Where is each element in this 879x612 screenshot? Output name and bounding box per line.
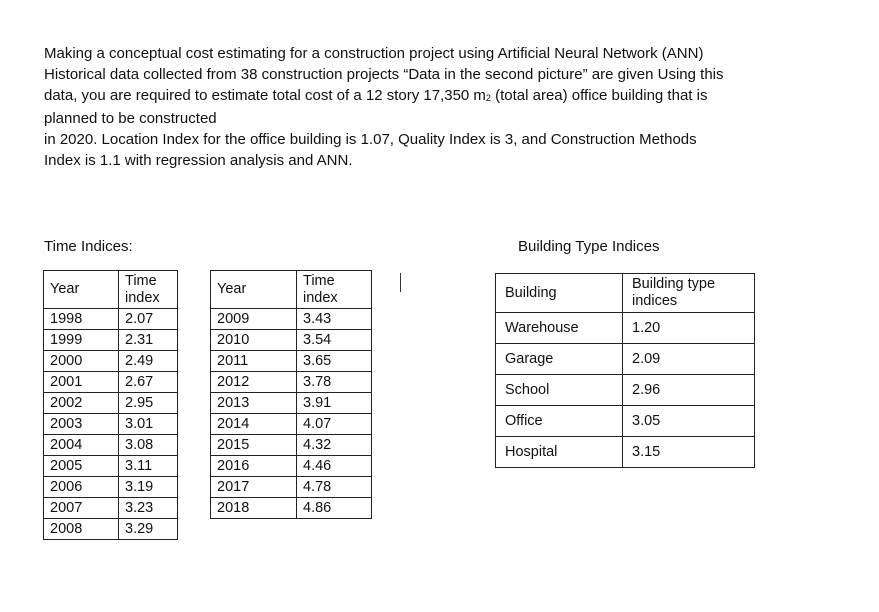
cell-index: 3.91	[297, 393, 372, 414]
table-row	[211, 435, 372, 456]
cell-index: 3.23	[119, 498, 178, 519]
cell-index: 3.43	[297, 309, 372, 330]
table-row	[211, 309, 372, 330]
table-row	[44, 309, 178, 330]
problem-line: Making a conceptual cost estimating for a construction project using Artificial Neural Network (ANN)	[44, 45, 704, 62]
cell-year: 2001	[44, 372, 119, 393]
table-row	[496, 437, 755, 468]
table-row	[44, 456, 178, 477]
cell-year: 2018	[211, 498, 297, 519]
cell-index: 4.78	[297, 477, 372, 498]
table-row	[44, 393, 178, 414]
time-indices-title: Time Indices:	[44, 238, 133, 255]
cell-year: 2013	[211, 393, 297, 414]
cell-index: 3.05	[623, 406, 755, 437]
cell-index: 3.11	[119, 456, 178, 477]
cell-year: 1998	[44, 309, 119, 330]
cell-index: 4.46	[297, 456, 372, 477]
building-indices-title: Building Type Indices	[518, 238, 660, 255]
cell-index: 2.95	[119, 393, 178, 414]
cell-year: 2007	[44, 498, 119, 519]
table-row	[44, 330, 178, 351]
superscript-unit: 2	[485, 93, 491, 103]
table-row	[44, 477, 178, 498]
header-year: Year	[211, 271, 297, 309]
table-row	[44, 498, 178, 519]
table-row	[496, 375, 755, 406]
cell-year: 2016	[211, 456, 297, 477]
cell-year: 2006	[44, 477, 119, 498]
cell-building: School	[496, 375, 623, 406]
table-row	[211, 330, 372, 351]
text-cursor	[400, 273, 401, 292]
cell-index: 4.86	[297, 498, 372, 519]
time-index-table-right	[210, 270, 372, 519]
cell-year: 2010	[211, 330, 297, 351]
cell-index: 3.29	[119, 519, 178, 540]
cell-index: 4.07	[297, 414, 372, 435]
table-row	[211, 372, 372, 393]
table-row	[211, 414, 372, 435]
cell-index: 2.49	[119, 351, 178, 372]
cell-index: 2.09	[623, 344, 755, 375]
problem-line-part: data, you are required to estimate total cost of a 12 story 17,350 m	[44, 87, 486, 104]
table-row	[44, 414, 178, 435]
cell-index: 2.67	[119, 372, 178, 393]
cell-year: 2005	[44, 456, 119, 477]
cell-building: Office	[496, 406, 623, 437]
problem-line	[44, 85, 834, 108]
cell-year: 2012	[211, 372, 297, 393]
table-row	[211, 498, 372, 519]
cell-building: Hospital	[496, 437, 623, 468]
problem-line: Historical data collected from 38 construction projects “Data in the second picture” are given Using this	[44, 66, 724, 83]
table-row	[44, 435, 178, 456]
table-row	[44, 519, 178, 540]
cell-index: 3.01	[119, 414, 178, 435]
cell-index: 3.15	[623, 437, 755, 468]
cell-index: 3.78	[297, 372, 372, 393]
cell-year: 2011	[211, 351, 297, 372]
cell-year: 2017	[211, 477, 297, 498]
problem-line-part: (total area) office building that is	[490, 87, 708, 104]
cell-year: 2015	[211, 435, 297, 456]
building-type-index-table	[495, 273, 755, 468]
cell-year: 2002	[44, 393, 119, 414]
problem-line: Index is 1.1 with regression analysis and ANN.	[44, 152, 353, 169]
header-building-type-index: Building type indices	[623, 274, 755, 313]
cell-year: 2004	[44, 435, 119, 456]
cell-year: 2009	[211, 309, 297, 330]
cell-index: 4.32	[297, 435, 372, 456]
problem-line: planned to be constructed	[44, 110, 217, 127]
table-row	[211, 351, 372, 372]
cell-index: 3.65	[297, 351, 372, 372]
time-index-table-left	[43, 270, 178, 540]
cell-index: 3.19	[119, 477, 178, 498]
cell-year: 2014	[211, 414, 297, 435]
cell-year: 1999	[44, 330, 119, 351]
header-year: Year	[44, 271, 119, 309]
problem-statement	[44, 43, 834, 171]
table-row	[211, 456, 372, 477]
cell-building: Warehouse	[496, 313, 623, 344]
table-row	[496, 313, 755, 344]
header-time-index: Time index	[297, 271, 372, 309]
cell-year: 2000	[44, 351, 119, 372]
table-row	[496, 406, 755, 437]
table-row	[44, 372, 178, 393]
table-row	[211, 477, 372, 498]
cell-index: 2.96	[623, 375, 755, 406]
table-row	[496, 344, 755, 375]
cell-index: 2.07	[119, 309, 178, 330]
cell-year: 2003	[44, 414, 119, 435]
header-time-index: Time index	[119, 271, 178, 309]
cell-building: Garage	[496, 344, 623, 375]
table-row	[211, 393, 372, 414]
table-row	[44, 351, 178, 372]
cell-index: 1.20	[623, 313, 755, 344]
header-building: Building	[496, 274, 623, 313]
cell-index: 2.31	[119, 330, 178, 351]
problem-line: in 2020. Location Index for the office building is 1.07, Quality Index is 3, and Construction Methods	[44, 131, 697, 148]
cell-year: 2008	[44, 519, 119, 540]
cell-index: 3.54	[297, 330, 372, 351]
cell-index: 3.08	[119, 435, 178, 456]
